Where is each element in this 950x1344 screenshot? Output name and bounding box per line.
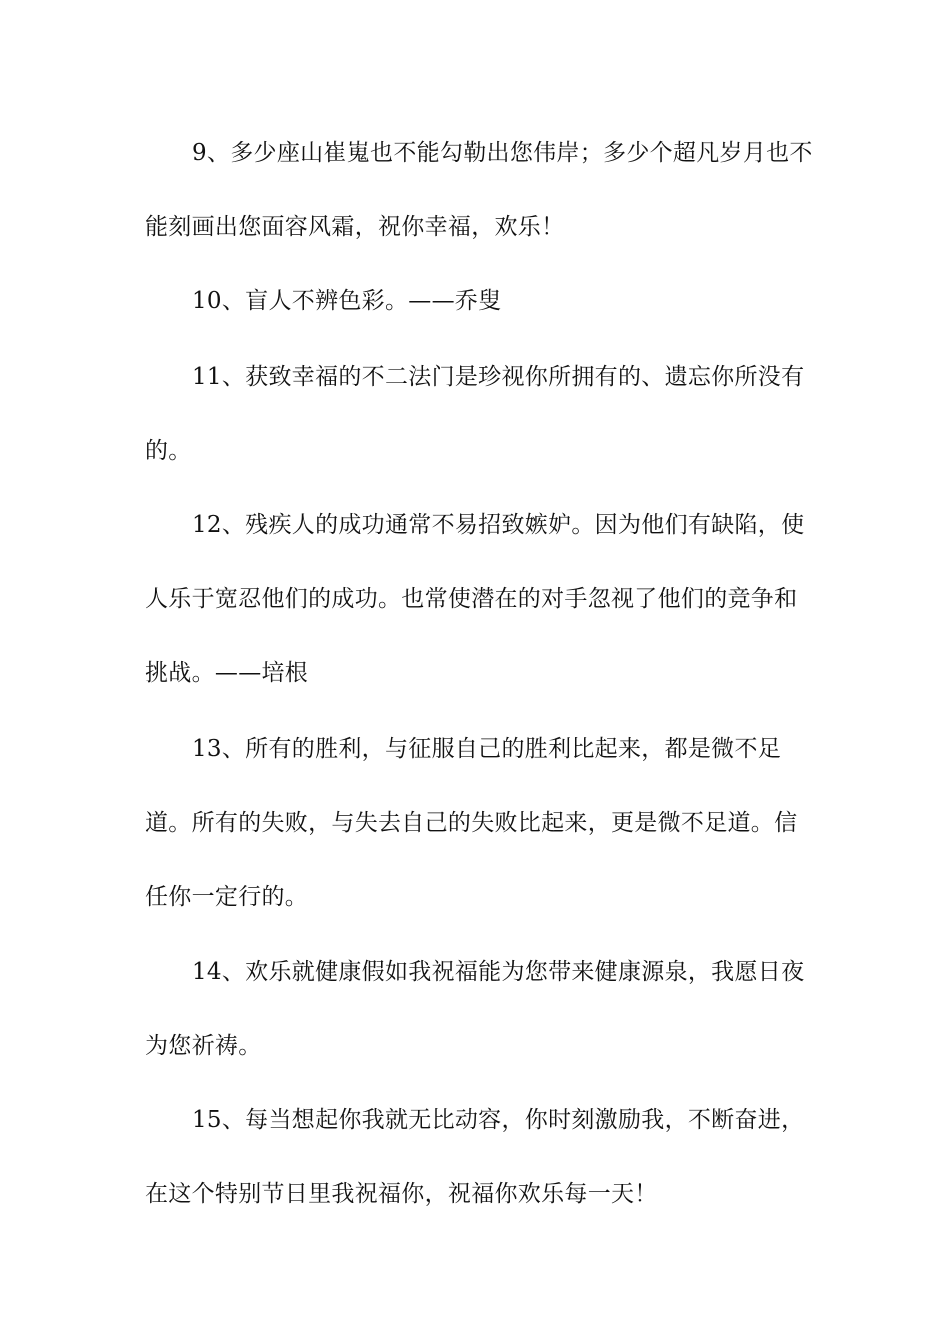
paragraph-14: 14、欢乐就健康假如我祝福能为您带来健康源泉，我愿日夜为您祈祷。 xyxy=(145,959,805,1059)
paragraph-11: 11、获致幸福的不二法门是珍视你所拥有的、遗忘你所没有的。 xyxy=(145,364,805,464)
paragraph-13: 13、所有的胜利，与征服自己的胜利比起来，都是微不足道。所有的失败，与失去自己的失败比起来，更是微不足道。信任你一定行的。 xyxy=(145,736,798,910)
paragraph-15: 15、每当想起你我就无比动容，你时刻激励我，不断奋进，在这个特别节日里我祝福你，祝福你欢乐每一天！ xyxy=(145,1107,805,1207)
paragraph-12: 12、残疾人的成功通常不易招致嫉妒。因为他们有缺陷，使人乐于宽忍他们的成功。也常使潜在的对手忽视了他们的竞争和挑战。——培根 xyxy=(145,512,805,686)
paragraph-9: 9、多少座山崔嵬也不能勾勒出您伟岸；多少个超凡岁月也不能刻画出您面容风霜，祝你幸福，欢乐！ xyxy=(145,140,813,240)
paragraph-10: 10、盲人不辨色彩。——乔叟 xyxy=(192,288,502,314)
